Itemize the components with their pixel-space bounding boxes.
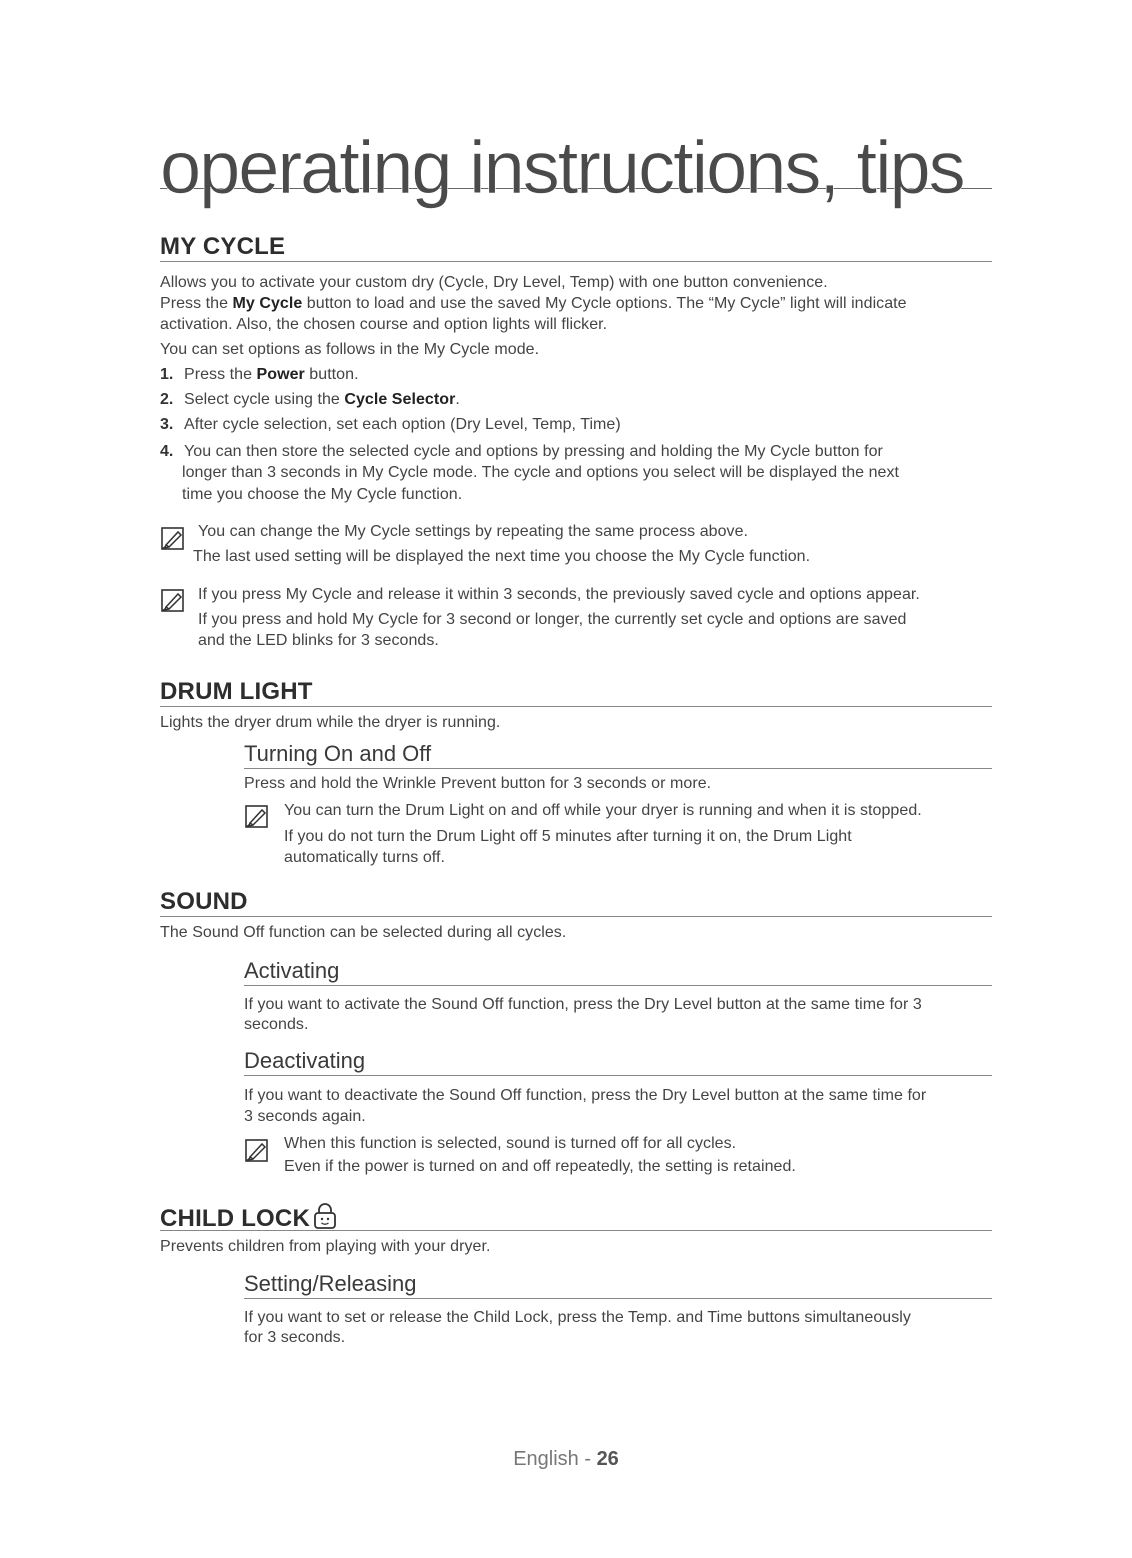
note-text: You can turn the Drum Light on and off while your dryer is running and when it is stopped. xyxy=(284,802,922,819)
my-cycle-intro-2: Press the My Cycle button to load and use the saved My Cycle options. The “My Cycle” light will indicate xyxy=(160,295,907,312)
note-icon xyxy=(160,526,186,552)
child-lock-heading-text: CHILD LOCK xyxy=(160,1205,310,1232)
setting-releasing-text: for 3 seconds. xyxy=(244,1329,346,1346)
child-lock-icon xyxy=(312,1202,338,1230)
footer-language: English - xyxy=(513,1448,597,1470)
page-title: operating instructions, tips xyxy=(160,128,992,189)
step-text: After cycle selection, set each option (Dry Level, Temp, Time) xyxy=(184,416,621,433)
note-text: If you do not turn the Drum Light off 5 minutes after turning it on, the Drum Light xyxy=(284,828,852,845)
note-icon xyxy=(244,1138,270,1164)
step-text: Press the Power button. xyxy=(184,366,359,383)
activating-heading: Activating xyxy=(244,957,992,986)
child-lock-intro: Prevents children from playing with your dryer. xyxy=(160,1238,491,1255)
drum-light-heading: DRUM LIGHT xyxy=(160,678,992,707)
step-number: 3. xyxy=(160,416,174,433)
sound-intro: The Sound Off function can be selected during all cycles. xyxy=(160,924,567,941)
page-footer xyxy=(0,1448,1132,1471)
step-number: 2. xyxy=(160,391,174,408)
page-number: 26 xyxy=(596,1448,619,1470)
activating-text: If you want to activate the Sound Off function, press the Dry Level button at the same time for 3 xyxy=(244,996,922,1013)
note-icon xyxy=(244,804,270,830)
step-number: 4. xyxy=(160,443,174,460)
child-lock-heading xyxy=(160,1202,992,1231)
step-text: Select cycle using the Cycle Selector. xyxy=(184,391,460,408)
turning-on-off-heading: Turning On and Off xyxy=(244,740,992,769)
sound-heading: SOUND xyxy=(160,888,992,917)
my-cycle-intro-3: activation. Also, the chosen course and option lights will flicker. xyxy=(160,316,608,333)
setting-releasing-heading: Setting/Releasing xyxy=(244,1270,992,1299)
drum-light-intro: Lights the dryer drum while the dryer is running. xyxy=(160,714,501,731)
deactivating-heading: Deactivating xyxy=(244,1047,992,1076)
step-text-continued: longer than 3 seconds in My Cycle mode. The cycle and options you select will be displayed the next xyxy=(182,464,900,481)
my-cycle-intro-1: Allows you to activate your custom dry (Cycle, Dry Level, Temp) with one button convenience. xyxy=(160,274,828,291)
note-icon xyxy=(160,588,186,614)
note-text: The last used setting will be displayed the next time you choose the My Cycle function. xyxy=(193,548,811,565)
deactivating-text: 3 seconds again. xyxy=(244,1108,366,1125)
my-cycle-intro-4: You can set options as follows in the My Cycle mode. xyxy=(160,341,540,358)
note-text: When this function is selected, sound is turned off for all cycles. xyxy=(284,1135,737,1152)
note-text: automatically turns off. xyxy=(284,849,445,866)
deactivating-text: If you want to deactivate the Sound Off function, press the Dry Level button at the same time for xyxy=(244,1087,927,1104)
note-text: You can change the My Cycle settings by repeating the same process above. xyxy=(198,523,749,540)
activating-text: seconds. xyxy=(244,1016,309,1033)
note-text: If you press My Cycle and release it within 3 seconds, the previously saved cycle and options appear. xyxy=(198,586,920,603)
step-text-continued: time you choose the My Cycle function. xyxy=(182,486,463,503)
note-text: Even if the power is turned on and off repeatedly, the setting is retained. xyxy=(284,1158,796,1175)
note-text: and the LED blinks for 3 seconds. xyxy=(198,632,439,649)
my-cycle-heading: MY CYCLE xyxy=(160,233,992,262)
setting-releasing-text: If you want to set or release the Child Lock, press the Temp. and Time buttons simultaneously xyxy=(244,1309,911,1326)
note-text: If you press and hold My Cycle for 3 second or longer, the currently set cycle and options are saved xyxy=(198,611,907,628)
step-number: 1. xyxy=(160,366,174,383)
turning-on-off-text: Press and hold the Wrinkle Prevent button for 3 seconds or more. xyxy=(244,775,712,792)
step-text: You can then store the selected cycle and options by pressing and holding the My Cycle button for xyxy=(184,443,883,460)
